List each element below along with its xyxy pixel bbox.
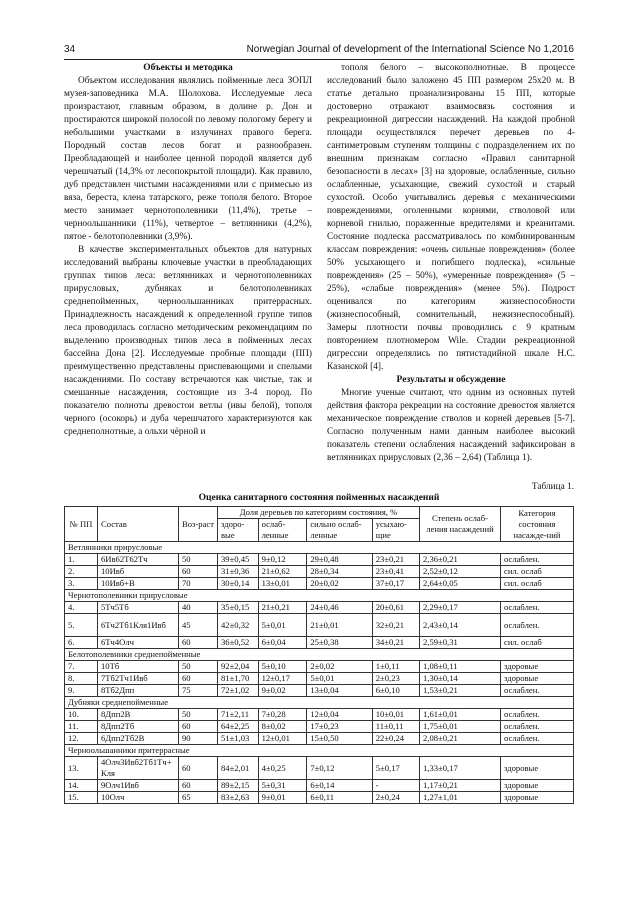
table-cell: ослаблен. (501, 554, 574, 566)
table-group-row (65, 542, 574, 554)
table-cell: 11±0,11 (372, 721, 419, 733)
table-cell: 4Олч3Ивб2Тб1Тч+Кля (98, 757, 179, 780)
table-row (65, 721, 574, 733)
table-number: Таблица 1. (531, 482, 574, 492)
table-group-row (65, 649, 574, 661)
table-cell: 22±0,24 (372, 733, 419, 745)
table-cell: 17±0,23 (307, 721, 372, 733)
table-row (65, 602, 574, 614)
table-cell: 51±1,03 (218, 733, 259, 745)
table-cell: 6Ив62Т62Тч (98, 554, 179, 566)
table-cell: 5±0,10 (258, 661, 307, 673)
table-cell: 8Дпп2В (98, 709, 179, 721)
group-label: Чернотополевники прирусловые (65, 590, 574, 602)
table-cell: 75 (179, 685, 218, 697)
table-cell: 4±0,25 (258, 757, 307, 780)
sanitary-table (64, 506, 574, 804)
table-cell: 2±0,23 (372, 673, 419, 685)
th-degree: Степень ослаб-ления насаждений (420, 507, 501, 542)
table-cell: 13. (65, 757, 98, 780)
table-cell: 2,36±0,21 (420, 554, 501, 566)
table-cell: ослаблен. (501, 685, 574, 697)
table-cell: - (372, 780, 419, 792)
table-cell: 21±0,21 (258, 602, 307, 614)
table-cell: 36±0,52 (218, 637, 259, 649)
table-cell: 1,08±0,11 (420, 661, 501, 673)
table-cell: здоровые (501, 792, 574, 804)
table-cell: 72±1,02 (218, 685, 259, 697)
table-cell: 1,30±0,14 (420, 673, 501, 685)
table-cell: 4. (65, 602, 98, 614)
table-cell: 60 (179, 566, 218, 578)
table-cell: 40 (179, 602, 218, 614)
table-cell: 10Ивб+В (98, 578, 179, 590)
table-cell: 60 (179, 757, 218, 780)
table-cell: 8±0,02 (258, 721, 307, 733)
table-row (65, 780, 574, 792)
table-cell: 13±0,01 (258, 578, 307, 590)
table-cell: 29±0,48 (307, 554, 372, 566)
table-cell: 10±0,01 (372, 709, 419, 721)
table-cell: 1,53±0,21 (420, 685, 501, 697)
table-cell: ослаблен. (501, 709, 574, 721)
table-row (65, 578, 574, 590)
table-cell: 35±0,15 (218, 602, 259, 614)
th-share-group: Доля деревьев по категориям состояния, % (218, 507, 420, 519)
table-cell: 60 (179, 780, 218, 792)
table-cell: 2,29±0,17 (420, 602, 501, 614)
table-cell: сил. ослаб (501, 637, 574, 649)
table-cell: 10. (65, 709, 98, 721)
table-cell: 8Дпп2Тб (98, 721, 179, 733)
table-cell: 50 (179, 661, 218, 673)
table-cell: 7±0,28 (258, 709, 307, 721)
table-cell: здоровые (501, 757, 574, 780)
table-cell: 9Олч1Ивб (98, 780, 179, 792)
th-healthy: здоро-вые (218, 519, 259, 542)
table-cell: 50 (179, 709, 218, 721)
table-cell: 60 (179, 721, 218, 733)
table-cell: 2,08±0,21 (420, 733, 501, 745)
table-cell: 71±2,11 (218, 709, 259, 721)
table-cell: 64±2,25 (218, 721, 259, 733)
table-cell: 7. (65, 661, 98, 673)
table-cell: 3. (65, 578, 98, 590)
table-cell: 81±1,70 (218, 673, 259, 685)
th-num: № ПП (65, 507, 98, 542)
table-cell: 1±0,11 (372, 661, 419, 673)
table-cell: 23±0,21 (372, 554, 419, 566)
table-cell: 7Тб2Тч1Ивб (98, 673, 179, 685)
table-cell: 9±0,01 (258, 792, 307, 804)
section-heading-results: Результаты и обсуждение (396, 375, 506, 385)
table-cell: 12±0,01 (258, 733, 307, 745)
table-cell: 1,33±0,17 (420, 757, 501, 780)
table-cell: 2,52±0,12 (420, 566, 501, 578)
table-cell: 89±2,15 (218, 780, 259, 792)
right-column (327, 62, 575, 487)
table-cell: 8Тб2Дпп (98, 685, 179, 697)
table-cell: 8. (65, 673, 98, 685)
journal-title: Norwegian Journal of development of the International Science No 1,2016 (246, 44, 574, 55)
left-column (64, 62, 312, 487)
table-cell: 9±0,02 (258, 685, 307, 697)
table-cell: 90 (179, 733, 218, 745)
table-cell: 1,17±0,21 (420, 780, 501, 792)
table-cell: сил. ослаб (501, 566, 574, 578)
table-cell: 1,27±1,01 (420, 792, 501, 804)
table-cell: 6Дпп2Тб2В (98, 733, 179, 745)
table-cell: 65 (179, 792, 218, 804)
table-cell: 10Олч (98, 792, 179, 804)
table-cell: 28±0,34 (307, 566, 372, 578)
table-cell: 20±0,02 (307, 578, 372, 590)
section-heading-methods: Объекты и методика (143, 63, 233, 73)
table-cell: 5Тч5Тб (98, 602, 179, 614)
group-label: Дубняки среднепойменные (65, 697, 574, 709)
table-cell: 15. (65, 792, 98, 804)
table-cell: 84±2,01 (218, 757, 259, 780)
table-cell: здоровые (501, 673, 574, 685)
page-header (64, 44, 574, 60)
table-cell: 9. (65, 685, 98, 697)
th-weakened: ослаб-ленные (258, 519, 307, 542)
table-row (65, 757, 574, 780)
th-composition: Состав (98, 507, 179, 542)
table-cell: здоровые (501, 780, 574, 792)
th-age: Воз-раст (179, 507, 218, 542)
header-rule (64, 59, 574, 60)
page-number: 34 (64, 44, 76, 55)
table-row (65, 792, 574, 804)
table-cell: 10Тб (98, 661, 179, 673)
group-label: Черноольшанники притеррасные (65, 745, 574, 757)
table-row (65, 685, 574, 697)
table-cell: 20±0,61 (372, 602, 419, 614)
th-drying: усыхаю-щие (372, 519, 419, 542)
table-cell: 1,75±0,01 (420, 721, 501, 733)
table-cell: 11. (65, 721, 98, 733)
table-cell: 45 (179, 614, 218, 637)
paragraph: Объектом исследования являлись пойменные леса ЗОПЛ музея-заповедника М.А. Шолохова. Исследуемые леса произрастают, главным образом, в долине р. Дон и простираются широкой полосой по левому пологому берегу и небольшими участками в излучинах правого берега. Породный состав лесов богат и разнообразен. Преобладающей и наиболее ценной породой является дуб черешчатый (14,3% от лесопокрытой площади). Как правило, дуб представлен чистыми насаждениями или с примесью из вяза, береста, клена татарского, реже тополя белого. Второе место занимает чернотополевники (11,4%), третье – черноольшанники (11%), четвертое – ветлянники (4,2%), пятое - белотополевники (3,9%). (64, 76, 312, 242)
table-cell: 6. (65, 637, 98, 649)
table-cell: 25±0,38 (307, 637, 372, 649)
table-cell: 37±0,17 (372, 578, 419, 590)
group-label: Ветлянники прирусловые (65, 542, 574, 554)
table-cell: 2±0,24 (372, 792, 419, 804)
table-cell: 12. (65, 733, 98, 745)
table-row (65, 673, 574, 685)
table-cell: 6Тч4Олч (98, 637, 179, 649)
table-cell: сил. ослаб (501, 578, 574, 590)
table-row (65, 709, 574, 721)
table-cell: ослаблен. (501, 602, 574, 614)
table-cell: 15±0,50 (307, 733, 372, 745)
table-cell: 32±0,21 (372, 614, 419, 637)
table-cell: 6Тч2Тб1Кля1Ивб (98, 614, 179, 637)
table-cell: 24±0,46 (307, 602, 372, 614)
table-cell: 9±0,12 (258, 554, 307, 566)
table-cell: 34±0,21 (372, 637, 419, 649)
table-cell: 31±0,36 (218, 566, 259, 578)
table-cell: 6±0,04 (258, 637, 307, 649)
table-cell: 5. (65, 614, 98, 637)
table-cell: 10Ивб (98, 566, 179, 578)
table-group-row (65, 590, 574, 602)
th-strongly: сильно ослаб-ленные (307, 519, 372, 542)
table-group-row (65, 745, 574, 757)
table-cell: 2,59±0,31 (420, 637, 501, 649)
table-cell: 70 (179, 578, 218, 590)
table-cell: 2. (65, 566, 98, 578)
th-category: Категория состояния насажде-ний (501, 507, 574, 542)
table-cell: 12±0,04 (307, 709, 372, 721)
table-row (65, 614, 574, 637)
table-cell: 5±0,31 (258, 780, 307, 792)
table-row (65, 554, 574, 566)
table-cell: 5±0,01 (307, 673, 372, 685)
table-cell: 2,64±0,05 (420, 578, 501, 590)
table-cell: 7±0,12 (307, 757, 372, 780)
table-cell: ослаблен. (501, 733, 574, 745)
table-cell: 92±2,04 (218, 661, 259, 673)
table-cell: ослаблен. (501, 721, 574, 733)
table-cell: 1,61±0,01 (420, 709, 501, 721)
table-cell: 14. (65, 780, 98, 792)
table-row (65, 637, 574, 649)
paragraph: В качестве экспериментальных объектов для натурных исследований выбраны ключевые участки в преобладающих группах типов леса: ветлянниках и чернотополевниках прирусловых, дубняках и белотополевниках среднепойменных, черноольшанниках притеррасных. Принадлежность насаждений к определенной группе типов леса проводилась согласно методическим рекомендациям по выделению производных типов леса в пойменных лесах бассейна Дона [2]. Исследуемые пробные площади (ПП) преимущественно представлены приспевающими и спелыми насаждениями. По составу встречаются как чистые, так и смешанные насаждения, состоящие из 3-4 пород. По показателю полноты древостои ветлы (ивы белой), тополя черного (осокорь) и дуба черешчатого характеризуются как среднеполнотные, а ольхи чёрной и (64, 245, 312, 437)
table-cell: 5±0,17 (372, 757, 419, 780)
table-cell: 13±0,04 (307, 685, 372, 697)
table-cell: 50 (179, 554, 218, 566)
table-cell: 2±0,02 (307, 661, 372, 673)
group-label: Белотополевники среднепойменные (65, 649, 574, 661)
table-cell: 60 (179, 637, 218, 649)
table-cell: 39±0,45 (218, 554, 259, 566)
table-cell: 21±0,62 (258, 566, 307, 578)
table-cell: 6±0,11 (307, 792, 372, 804)
table-cell: 6±0,10 (372, 685, 419, 697)
table-row (65, 661, 574, 673)
table-row (65, 733, 574, 745)
table-cell: здоровые (501, 661, 574, 673)
paragraph: Многие ученые считают, что одним из основных путей действия фактора рекреации на состояние древостоя является механическое повреждение стволов и корней деревьев [5-7]. Согласно полученным нами данным наиболее высокий показатель степени ослабления насаждений зафиксирован в ветлянниках прирусловых (2,36 – 2,64) (Таблица 1). (327, 388, 575, 463)
table-title: Оценка санитарного состояния пойменных насаждений (198, 493, 440, 503)
table-cell: 1. (65, 554, 98, 566)
table-cell: 21±0,01 (307, 614, 372, 637)
table-cell: 6±0,14 (307, 780, 372, 792)
table-cell: 60 (179, 673, 218, 685)
table-row (65, 566, 574, 578)
table-cell: 83±2,63 (218, 792, 259, 804)
table-cell: 2,43±0,14 (420, 614, 501, 637)
table-cell: ослаблен. (501, 614, 574, 637)
table-cell: 42±0,32 (218, 614, 259, 637)
paragraph: тополя белого – высокополнотные. В процессе исследований было заложено 45 ПП размером 25x20 м. В статье детально проанализированы 15 ПП, которые достоверно отражают взаимосвязь состояния и рекреационной дигрессии насаждений. На каждой пробной площади осуществлялся перечет деревьев по 4-сантиметровым ступеням толщины с подразделением их по внешним признакам согласно «Правил санитарной безопасности в лесах» [3] на здоровые, ослабленные, сильно ослабленные, усыхающие, свежий сухостой и старый сухостой. Особо учитывались деревья с механическими повреждениями, оголенными корнями, стволовой или корневой гнилью, пораженные вредителями и креанитами. Состояние подлеска рассматривалось по комбинированным классам повреждения: «очень сильные повреждения» (более 50% усыхающего и погибшего подлеска), «сильные повреждения» (25 – 50%), «умеренные повреждения» (5 – 25%), «слабые повреждения» (менее 5%). Подрост оценивался по категориям жизнеспособности (жизнеспособный, сомнительный, нежизнеспособный). Замеры плотности почвы проводились с 9 кратным повторением плотномером Wile. Стадии рекреационной дигрессии определялись по пятистадийной шкале Н.С. Казанской [4]. (327, 63, 575, 372)
table-cell: 30±0,14 (218, 578, 259, 590)
table-cell: 5±0,01 (258, 614, 307, 637)
table-cell: 23±0,41 (372, 566, 419, 578)
table-group-row (65, 697, 574, 709)
table-cell: 12±0,17 (258, 673, 307, 685)
